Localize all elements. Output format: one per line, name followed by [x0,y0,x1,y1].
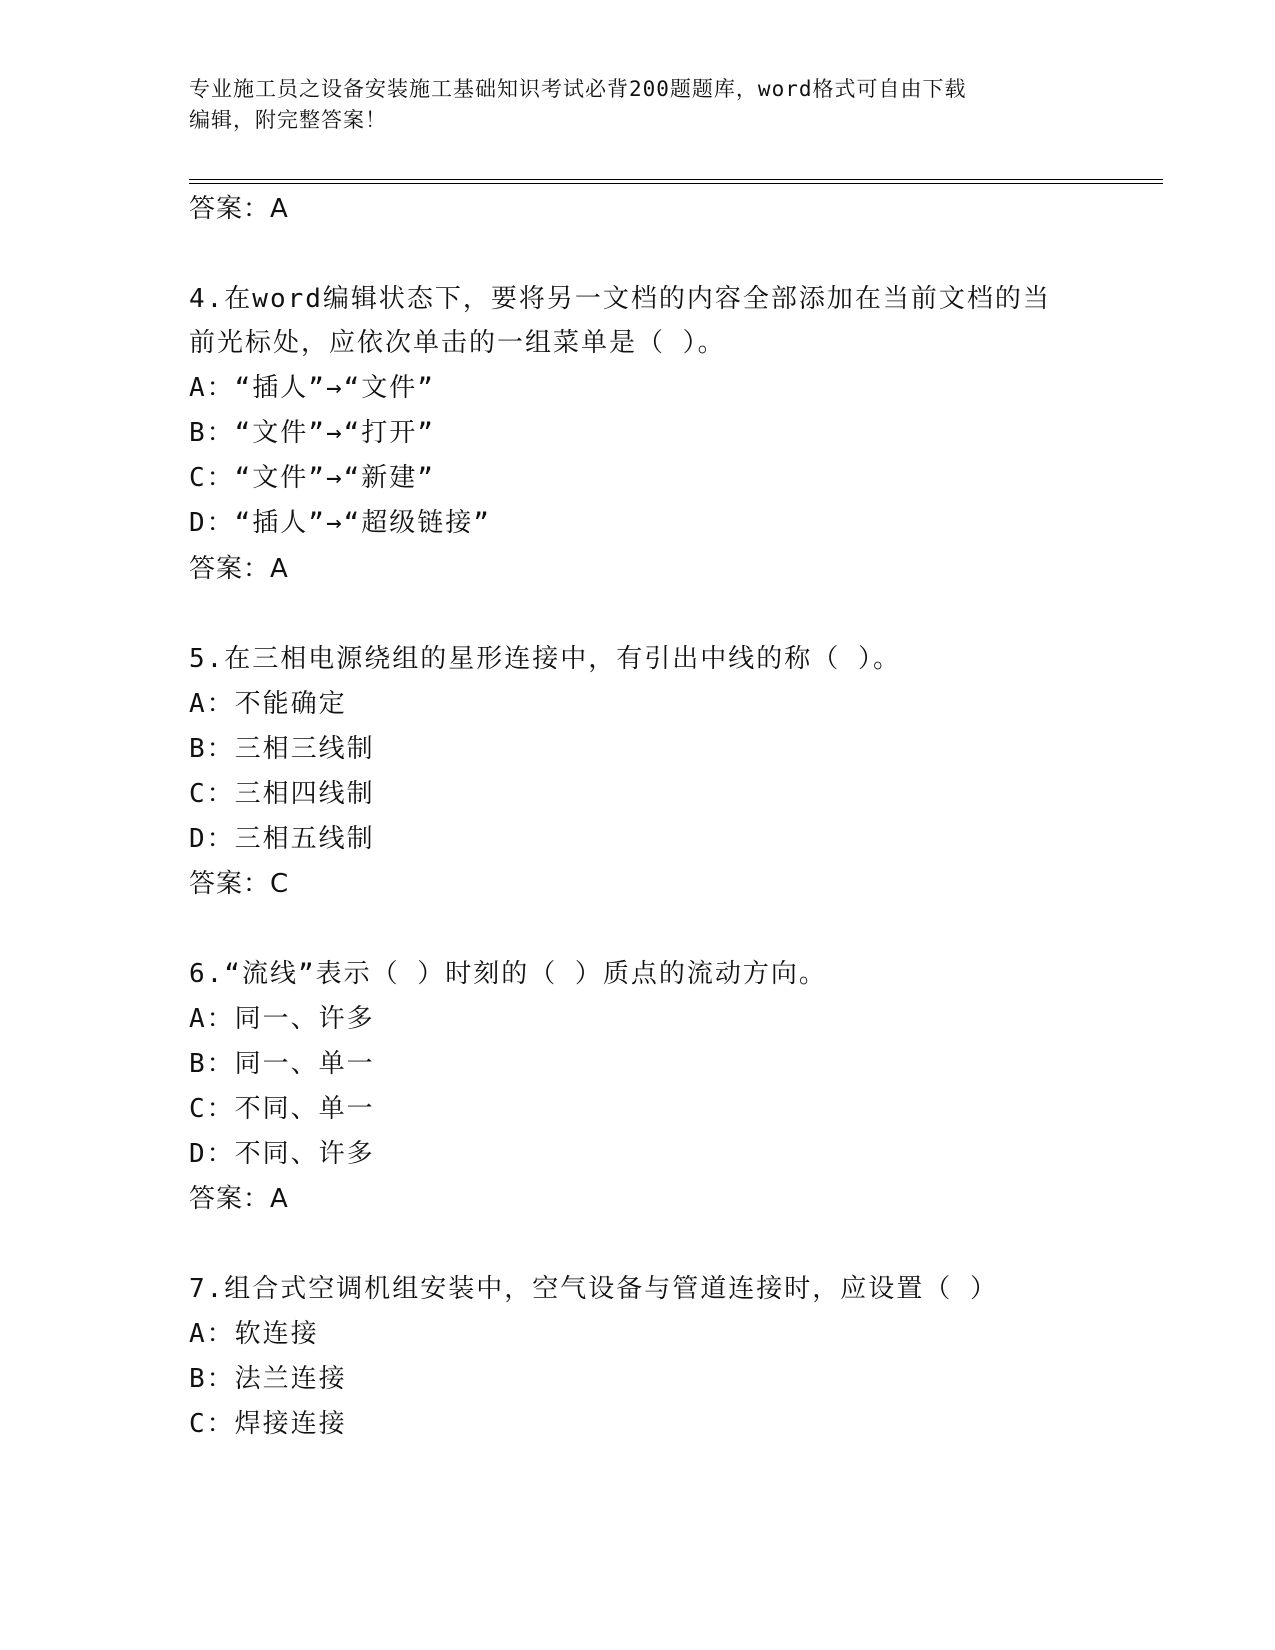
answer-previous: 答案：A [189,194,289,224]
question-6-option-c: C：不同、单一 [189,1094,375,1124]
question-6-option-a: A：同一、许多 [189,1004,375,1034]
header-line-2: 编辑，附完整答案！ [189,108,387,132]
question-6-option-b: B：同一、单一 [189,1049,375,1079]
question-7-option-c: C：焊接连接 [189,1409,347,1439]
question-4-option-c: C：“文件”→“新建” [189,463,435,493]
document-header [189,74,1089,136]
question-5-option-c: C：三相四线制 [189,779,375,809]
question-5-option-d: D：三相五线制 [189,824,375,854]
question-5-option-b: B：三相三线制 [189,734,375,764]
question-4-answer: 答案：A [189,554,289,584]
header-rule-bottom [189,183,1163,184]
header-line-1: 专业施工员之设备安装施工基础知识考试必背200题题库，word格式可自由下载 [189,77,967,101]
header-rule-top [189,179,1163,180]
question-7-stem: 7.组合式空调机组安装中，空气设备与管道连接时，应设置（ ） [189,1274,998,1304]
question-4-stem-line-1: 4.在word编辑状态下，要将另一文档的内容全部添加在当前文档的当 [189,284,1051,314]
question-7-option-a: A：软连接 [189,1319,319,1349]
question-5-option-a: A：不能确定 [189,689,347,719]
question-4-option-a: A：“插人”→“文件” [189,373,435,403]
question-6-option-d: D：不同、许多 [189,1139,375,1169]
question-4-option-b: B：“文件”→“打开” [189,418,435,448]
question-4-stem-line-2: 前光标处，应依次单击的一组菜单是（ ）。 [189,328,726,358]
question-5-answer: 答案：C [189,869,290,899]
question-7-option-b: B：法兰连接 [189,1364,347,1394]
question-6-answer: 答案：A [189,1184,289,1214]
question-6-stem: 6.“流线”表示（ ）时刻的（ ）质点的流动方向。 [189,959,827,989]
question-5-stem: 5.在三相电源绕组的星形连接中，有引出中线的称（ ）。 [189,644,901,674]
question-4-option-d: D：“插人”→“超级链接” [189,508,491,538]
